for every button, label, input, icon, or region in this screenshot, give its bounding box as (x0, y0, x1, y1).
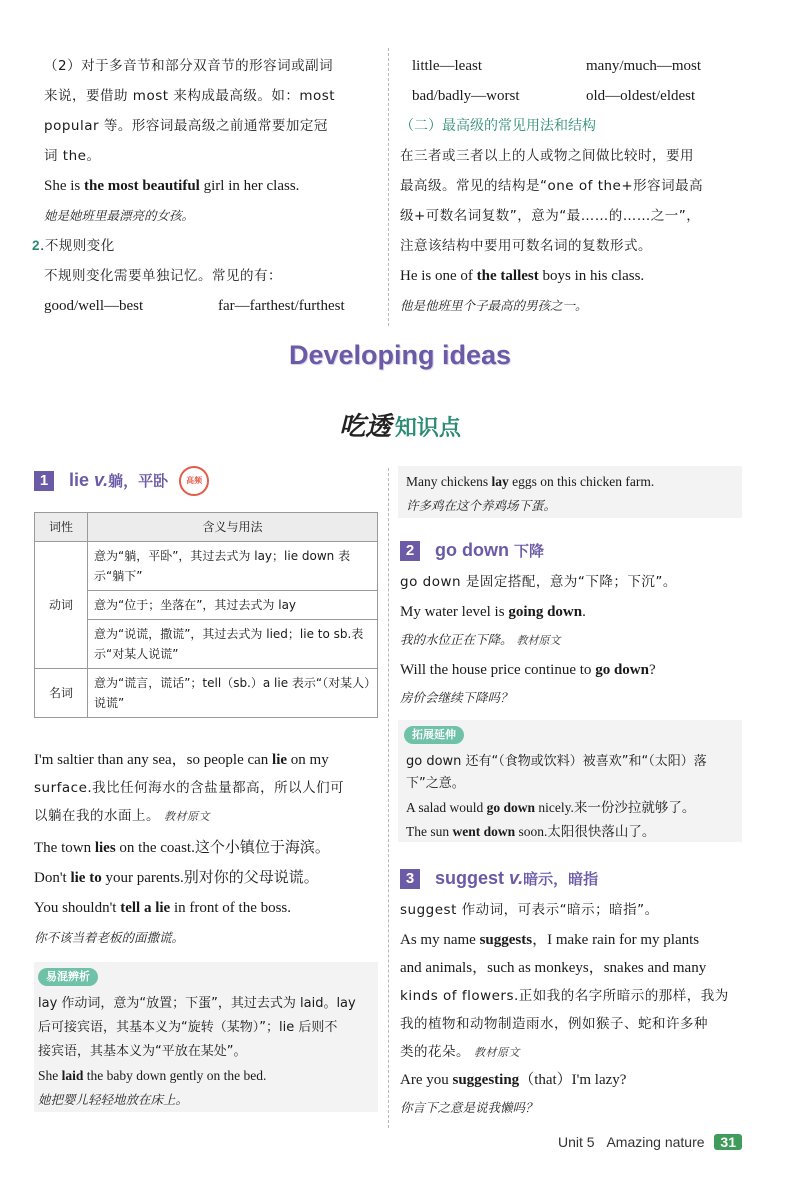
text-line: 最高级。常见的结构是“one of the+形容词最高 (400, 178, 704, 194)
example-sentence: Don't lie to your parents.别对你的父母说谎。 (34, 870, 319, 886)
unit-label: Unit 5 (558, 1134, 595, 1150)
subheading: 2.不规则变化 (32, 238, 115, 254)
note-label: 拓展延伸 (404, 726, 464, 744)
source-tag: 教材原文 (474, 1046, 520, 1059)
word-pair: good/well—best (44, 298, 144, 314)
note-example: A salad would go down nicely.来一份沙拉就够了。 (406, 800, 696, 815)
note-example: The sun went down soon.太阳很快落山了。 (406, 824, 656, 839)
item-heading: 3 suggest v.暗示，暗指 (400, 868, 598, 889)
example-sentence: I'm saltier than any sea，so people can lie on my (34, 752, 329, 768)
example-translation: 房价会继续下降吗？ (400, 690, 513, 705)
example-translation: 你不该当着老板的面撒谎。 (34, 930, 185, 945)
example-sentence: Are you suggesting（that）I'm lazy? (400, 1072, 627, 1088)
example-translation: 我的水位正在下降。 教材原文 (400, 632, 561, 647)
word-pair: many/much—most (586, 58, 701, 74)
source-tag: 教材原文 (516, 634, 561, 647)
example-sentence: He is one of the tallest boys in his class. (400, 268, 645, 284)
word-pair: little—least (412, 58, 482, 74)
item-heading: 2 go down 下降 (400, 540, 544, 561)
text-line: 不规则变化需要单独记忆。常见的有： (44, 268, 282, 284)
text-line: suggest 作动词，可表示“暗示；暗指”。 (400, 902, 659, 918)
item-number: 2 (400, 541, 420, 561)
example-translation: 她是她班里最漂亮的女孩。 (44, 208, 195, 223)
table-cell: 意为“躺，平卧”，其过去式为 lay；lie down 表示“躺下” (88, 542, 378, 591)
example-translation: 他是他班里个子最高的男孩之一。 (400, 298, 588, 313)
note-translation: 她把婴儿轻轻地放在床上。 (38, 1092, 189, 1107)
item-number: 1 (34, 471, 54, 491)
table-cell: 意为“谎言，谎话”；tell（sb.）a lie 表示“（对某人）说谎” (88, 669, 378, 718)
text-line: 注意该结构中要用可数名词的复数形式。 (400, 238, 652, 254)
word-pair: old—oldest/eldest (586, 88, 696, 104)
example-sentence: 我的植物和动物制造雨水，例如猴子、蛇和许多种 (400, 1016, 708, 1032)
section-title: Developing ideas (288, 340, 512, 370)
example-sentence: You shouldn't tell a lie in front of the boss. (34, 900, 292, 916)
text-line: 词 the。 (44, 148, 101, 164)
note-example: She laid the baby down gently on the bed. (38, 1068, 267, 1083)
usage-table (34, 512, 378, 718)
text-line: 来说，要借助 most 来构成最高级。如：most (44, 88, 336, 104)
example-sentence: 以躺在我的水面上。 教材原文 (34, 808, 210, 824)
subheading: （二）最高级的常见用法和结构 (400, 118, 596, 134)
example-sentence: My water level is going down. (400, 604, 586, 620)
page-footer (558, 1134, 742, 1150)
example-sentence: and animals，such as monkeys，snakes and many (400, 960, 707, 976)
example-sentence: 类的花朵。 教材原文 (400, 1044, 520, 1060)
word-pair: far—farthest/furthest (218, 298, 345, 314)
banner-label: 知识点 (394, 416, 461, 441)
example-sentence: The town lies on the coast.这个小镇位于海滨。 (34, 840, 330, 856)
text-line: popular 等。形容词最高级之前通常要加定冠 (44, 118, 328, 134)
high-frequency-stamp-icon: 高频 (179, 466, 209, 496)
note-label: 易混辨析 (38, 968, 98, 986)
word-pair: bad/badly—worst (412, 88, 520, 104)
note-translation: 许多鸡在这个养鸡场下蛋。 (406, 498, 557, 513)
unit-title: Amazing nature (606, 1134, 705, 1150)
example-sentence: She is the most beautiful girl in her class. (44, 178, 300, 194)
text-line: 在三者或三者以上的人或物之间做比较时，要用 (400, 148, 694, 164)
note-text: go down 还有“（食物或饮料）被喜欢”和“（太阳）落 (406, 754, 707, 769)
table-cell-pos: 动词 (35, 542, 88, 669)
table-header: 词性 (35, 513, 88, 542)
page-number: 31 (714, 1134, 742, 1150)
example-sentence: kinds of flowers.正如我的名字所暗示的那样，我为 (400, 988, 729, 1004)
item-number: 3 (400, 869, 420, 889)
table-cell: 意为“说谎，撒谎”，其过去式为 lied；lie to sb.表示“对某人说谎” (88, 620, 378, 669)
table-header: 含义与用法 (88, 513, 378, 542)
note-text: lay 作动词，意为“放置；下蛋”，其过去式为 laid。lay (38, 996, 356, 1011)
text-line: go down 是固定搭配，意为“下降；下沉”。 (400, 574, 677, 590)
note-text: 后可接宾语，其基本义为“旋转（某物）”；lie 后则不 (38, 1020, 338, 1035)
note-example: Many chickens lay eggs on this chicken farm. (406, 474, 655, 489)
banner-calligraphy: 吃透 (339, 412, 392, 442)
text-line: 级+可数名词复数”，意为“最……的……之一”， (400, 208, 701, 224)
example-sentence: surface.我比任何海水的含盐量都高，所以人们可 (34, 780, 345, 796)
text-line: （2）对于多音节和部分双音节的形容词或副词 (44, 58, 334, 74)
note-text: 接宾语，其基本义为“平放在某处”。 (38, 1044, 247, 1059)
column-divider (388, 48, 389, 326)
table-cell-pos: 名词 (35, 669, 88, 718)
section-banner (0, 406, 800, 443)
note-text: 下”之意。 (406, 776, 465, 791)
example-translation: 你言下之意是说我懒吗？ (400, 1100, 538, 1115)
column-divider (388, 468, 389, 1128)
example-sentence: As my name suggests，I make rain for my plants (400, 932, 700, 948)
table-cell: 意为“位于；坐落在”，其过去式为 lay (88, 591, 378, 620)
item-heading: 1 lie v.躺，平卧 高频 (34, 466, 209, 496)
example-sentence: Will the house price continue to go down? (400, 662, 656, 678)
source-tag: 教材原文 (164, 810, 210, 823)
